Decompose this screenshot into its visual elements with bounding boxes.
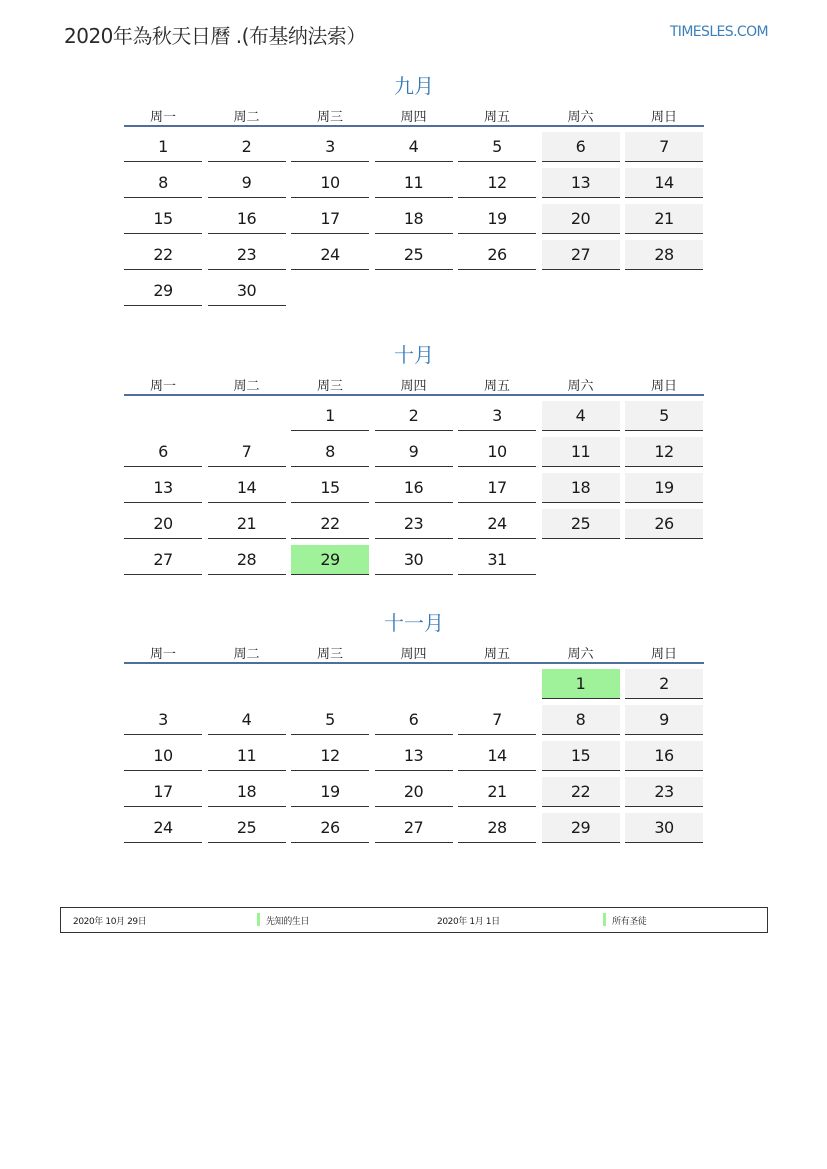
day-cell: 16 [375, 473, 453, 503]
day-cell: 6 [375, 705, 453, 735]
day-cell: 24 [291, 240, 369, 270]
day-cell: 9 [625, 705, 703, 735]
day-cell-holiday: 1 [542, 669, 620, 699]
day-cell: 27 [542, 240, 620, 270]
day-cell: 5 [625, 401, 703, 431]
day-cell: 26 [291, 813, 369, 843]
day-cell: 23 [375, 509, 453, 539]
day-cell: 10 [124, 741, 202, 771]
day-cell: 11 [542, 437, 620, 467]
day-cell: 14 [208, 473, 286, 503]
day-cell: 29 [124, 276, 202, 306]
weekday-label: 周四 [400, 647, 427, 662]
day-cell: 23 [208, 240, 286, 270]
day-cell: 2 [625, 669, 703, 699]
header-rule [124, 394, 704, 396]
day-cell: 20 [542, 204, 620, 234]
legend-holiday-marker [257, 913, 260, 926]
month-title: 十月 [394, 343, 434, 367]
weekday-label: 周五 [483, 110, 510, 125]
header-rule [124, 125, 704, 127]
day-cell: 7 [625, 132, 703, 162]
day-cell: 5 [458, 132, 536, 162]
day-cell: 25 [208, 813, 286, 843]
day-cell: 2 [208, 132, 286, 162]
day-cell: 13 [124, 473, 202, 503]
day-cell: 31 [458, 545, 536, 575]
day-cell: 19 [458, 204, 536, 234]
day-cell: 22 [124, 240, 202, 270]
day-cell: 15 [291, 473, 369, 503]
weekday-label: 周六 [567, 110, 594, 125]
day-cell: 24 [124, 813, 202, 843]
weekday-label: 周日 [650, 110, 677, 125]
weekday-label: 周日 [650, 379, 677, 394]
weekday-label: 周一 [149, 647, 176, 662]
day-cell: 17 [124, 777, 202, 807]
day-cell: 30 [625, 813, 703, 843]
day-cell: 3 [458, 401, 536, 431]
month-title: 九月 [394, 74, 434, 98]
day-cell: 17 [458, 473, 536, 503]
day-cell: 24 [458, 509, 536, 539]
day-cell: 10 [291, 168, 369, 198]
weekday-label: 周五 [483, 379, 510, 394]
legend-date-2: 2020年 1月 1日 [437, 917, 500, 927]
holiday-legend [60, 907, 768, 933]
weekday-label: 周二 [233, 110, 260, 125]
day-cell: 2 [375, 401, 453, 431]
day-cell: 15 [124, 204, 202, 234]
day-cell: 8 [291, 437, 369, 467]
legend-date-1: 2020年 10月 29日 [73, 917, 147, 927]
day-cell: 14 [625, 168, 703, 198]
day-cell-holiday: 29 [291, 545, 369, 575]
day-cell: 23 [625, 777, 703, 807]
day-cell: 30 [375, 545, 453, 575]
day-cell: 5 [291, 705, 369, 735]
legend-holiday-marker [603, 913, 606, 926]
day-cell: 11 [375, 168, 453, 198]
day-cell: 12 [625, 437, 703, 467]
weekday-label: 周四 [400, 110, 427, 125]
weekday-label: 周四 [400, 379, 427, 394]
weekday-label: 周三 [316, 110, 343, 125]
day-cell: 30 [208, 276, 286, 306]
day-cell: 6 [542, 132, 620, 162]
day-cell: 19 [291, 777, 369, 807]
weekday-label: 周二 [233, 379, 260, 394]
day-cell: 9 [375, 437, 453, 467]
day-cell: 25 [542, 509, 620, 539]
day-cell: 3 [291, 132, 369, 162]
day-cell: 17 [291, 204, 369, 234]
day-cell: 27 [124, 545, 202, 575]
day-cell: 6 [124, 437, 202, 467]
day-cell: 4 [542, 401, 620, 431]
header-rule [124, 662, 704, 664]
day-cell: 28 [625, 240, 703, 270]
month-title: 十一月 [384, 611, 444, 635]
weekday-label: 周五 [483, 647, 510, 662]
day-cell: 1 [291, 401, 369, 431]
day-cell: 12 [291, 741, 369, 771]
weekday-label: 周三 [316, 647, 343, 662]
day-cell: 4 [208, 705, 286, 735]
day-cell: 18 [375, 204, 453, 234]
day-cell: 29 [542, 813, 620, 843]
weekday-label: 周六 [567, 379, 594, 394]
day-cell: 22 [542, 777, 620, 807]
day-cell: 19 [625, 473, 703, 503]
day-cell: 8 [542, 705, 620, 735]
day-cell: 8 [124, 168, 202, 198]
day-cell: 20 [124, 509, 202, 539]
day-cell: 11 [208, 741, 286, 771]
day-cell: 21 [208, 509, 286, 539]
day-cell: 28 [458, 813, 536, 843]
site-link[interactable]: TIMESLES.COM [669, 24, 768, 40]
day-cell: 14 [458, 741, 536, 771]
day-cell: 13 [375, 741, 453, 771]
day-cell: 1 [124, 132, 202, 162]
day-cell: 3 [124, 705, 202, 735]
day-cell: 20 [375, 777, 453, 807]
legend-holiday-name-1: 先知的生日 [266, 917, 310, 927]
day-cell: 22 [291, 509, 369, 539]
weekday-label: 周三 [316, 379, 343, 394]
day-cell: 26 [625, 509, 703, 539]
day-cell: 16 [625, 741, 703, 771]
day-cell: 12 [458, 168, 536, 198]
day-cell: 10 [458, 437, 536, 467]
day-cell: 7 [458, 705, 536, 735]
day-cell: 13 [542, 168, 620, 198]
weekday-label: 周二 [233, 647, 260, 662]
day-cell: 18 [542, 473, 620, 503]
day-cell: 25 [375, 240, 453, 270]
day-cell: 7 [208, 437, 286, 467]
day-cell: 16 [208, 204, 286, 234]
legend-holiday-name-2: 所有圣徒 [612, 917, 647, 927]
day-cell: 21 [625, 204, 703, 234]
page-title: 2020年為秋天日曆 .(布基纳法索） [64, 24, 366, 48]
day-cell: 9 [208, 168, 286, 198]
day-cell: 4 [375, 132, 453, 162]
day-cell: 18 [208, 777, 286, 807]
weekday-label: 周一 [149, 110, 176, 125]
day-cell: 28 [208, 545, 286, 575]
weekday-label: 周日 [650, 647, 677, 662]
weekday-label: 周一 [149, 379, 176, 394]
day-cell: 15 [542, 741, 620, 771]
day-cell: 26 [458, 240, 536, 270]
day-cell: 21 [458, 777, 536, 807]
weekday-label: 周六 [567, 647, 594, 662]
day-cell: 27 [375, 813, 453, 843]
